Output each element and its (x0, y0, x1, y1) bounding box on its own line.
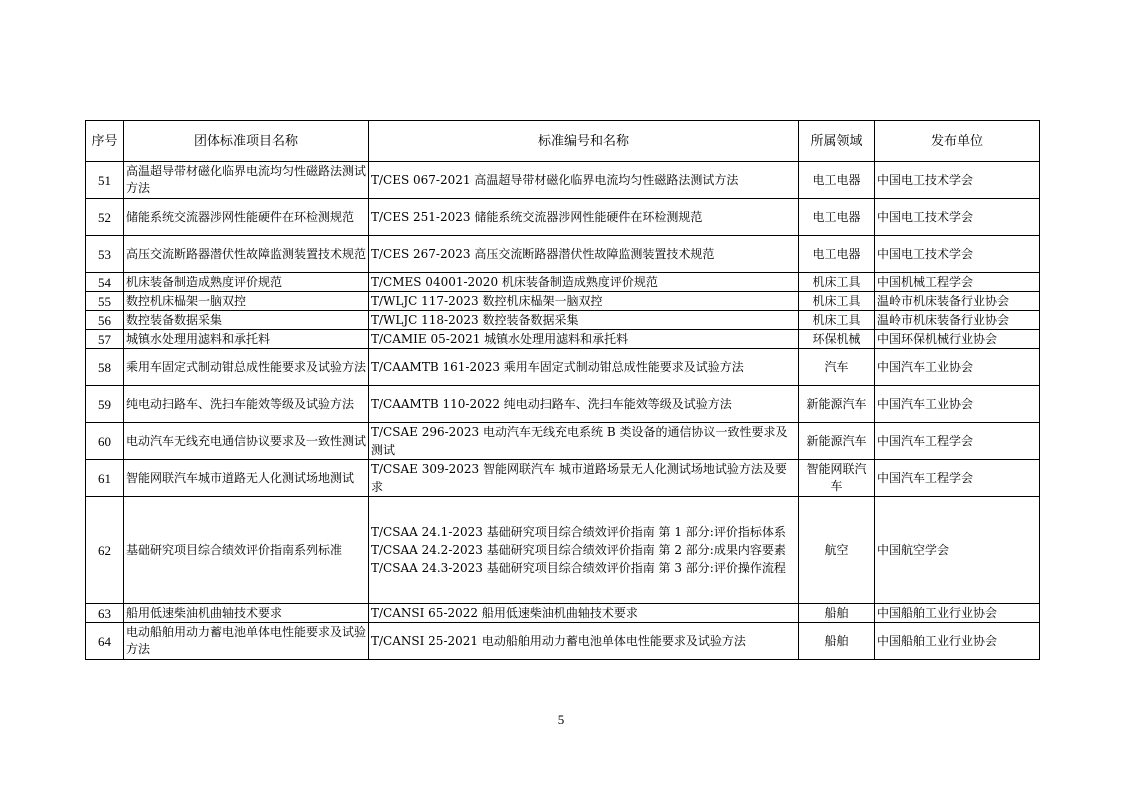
table-row (86, 236, 1040, 273)
row-standards (369, 273, 799, 292)
header-publisher: 发布单位 (875, 121, 1040, 162)
standard-entry: T/CAMIE 05-2021 城镇水处理用滤料和承托料 (371, 332, 629, 346)
standard-entry: T/CAAMTB 161-2023 乘用车固定式制动钳总成性能要求及试验方法 (371, 360, 744, 374)
standard-entry: T/CANSI 65-2022 船用低速柴油机曲轴技术要求 (371, 606, 638, 620)
row-publisher: 温岭市机床装备行业协会 (875, 311, 1040, 330)
row-publisher: 中国环保机械行业协会 (875, 330, 1040, 349)
row-domain: 机床工具 (799, 292, 875, 311)
row-domain: 船舶 (799, 604, 875, 623)
standards-table (85, 120, 1040, 660)
row-seq: 52 (86, 199, 124, 236)
row-publisher: 中国电工技术学会 (875, 199, 1040, 236)
row-publisher: 中国汽车工业协会 (875, 349, 1040, 386)
row-domain: 环保机械 (799, 330, 875, 349)
standard-entry: T/CAAMTB 110-2022 纯电动扫路车、洗扫车能效等级及试验方法 (371, 397, 732, 411)
row-standards (369, 386, 799, 423)
row-project-name: 纯电动扫路车、洗扫车能效等级及试验方法 (124, 386, 369, 423)
standard-entry: T/CMES 04001-2020 机床装备制造成熟度评价规范 (371, 275, 658, 289)
row-domain: 船舶 (799, 623, 875, 660)
row-standards (369, 311, 799, 330)
row-project-name: 机床装备制造成熟度评价规范 (124, 273, 369, 292)
row-seq: 53 (86, 236, 124, 273)
standard-entry: T/WLJC 117-2023 数控机床榀架一脑双控 (371, 294, 603, 308)
row-project-name: 城镇水处理用滤料和承托料 (124, 330, 369, 349)
row-publisher: 中国机械工程学会 (875, 273, 1040, 292)
table-row (86, 497, 1040, 604)
row-publisher: 中国汽车工业协会 (875, 386, 1040, 423)
row-domain: 机床工具 (799, 311, 875, 330)
row-seq: 55 (86, 292, 124, 311)
row-standards (369, 497, 799, 604)
header-standard-code-name: 标准编号和名称 (369, 121, 799, 162)
table-row (86, 162, 1040, 199)
table-row (86, 311, 1040, 330)
row-domain: 汽车 (799, 349, 875, 386)
standard-entry: T/CSAA 24.2-2023 基础研究项目综合绩效评价指南 第 2 部分:成果内容要素 (371, 543, 786, 557)
row-project-name: 高温超导带材磁化临界电流均匀性磁路法测试方法 (124, 162, 369, 199)
header-seq: 序号 (86, 121, 124, 162)
table-row (86, 460, 1040, 497)
table-header-row (86, 121, 1040, 162)
row-standards (369, 330, 799, 349)
row-project-name: 基础研究项目综合绩效评价指南系列标准 (124, 497, 369, 604)
row-standards (369, 292, 799, 311)
row-project-name: 数控装备数据采集 (124, 311, 369, 330)
row-seq: 61 (86, 460, 124, 497)
row-seq: 56 (86, 311, 124, 330)
row-seq: 51 (86, 162, 124, 199)
row-domain: 航空 (799, 497, 875, 604)
row-seq: 58 (86, 349, 124, 386)
standard-entry: T/CES 251-2023 储能系统交流器涉网性能硬件在环检测规范 (371, 210, 703, 224)
table-row (86, 292, 1040, 311)
standard-entry: T/CSAA 24.3-2023 基础研究项目综合绩效评价指南 第 3 部分:评价操作流程 (371, 561, 786, 575)
table-row (86, 623, 1040, 660)
row-domain: 电工电器 (799, 199, 875, 236)
row-standards (369, 236, 799, 273)
table-row (86, 199, 1040, 236)
row-standards (369, 349, 799, 386)
row-seq: 62 (86, 497, 124, 604)
standard-entry: T/CSAA 24.1-2023 基础研究项目综合绩效评价指南 第 1 部分:评价指标体系 (371, 525, 786, 539)
table-row (86, 386, 1040, 423)
row-domain: 电工电器 (799, 162, 875, 199)
row-standards (369, 423, 799, 460)
row-project-name: 乘用车固定式制动钳总成性能要求及试验方法 (124, 349, 369, 386)
row-publisher: 中国汽车工程学会 (875, 460, 1040, 497)
row-domain: 电工电器 (799, 236, 875, 273)
row-publisher: 中国船舶工业行业协会 (875, 623, 1040, 660)
standard-entry: T/CES 067-2021 高温超导带材磁化临界电流均匀性磁路法测试方法 (371, 173, 739, 187)
row-standards (369, 460, 799, 497)
row-standards (369, 199, 799, 236)
row-project-name: 智能网联汽车城市道路无人化测试场地测试 (124, 460, 369, 497)
row-standards (369, 604, 799, 623)
standard-entry: T/WLJC 118-2023 数控装备数据采集 (371, 313, 579, 327)
row-seq: 63 (86, 604, 124, 623)
row-seq: 57 (86, 330, 124, 349)
row-standards (369, 162, 799, 199)
row-project-name: 电动船舶用动力蓄电池单体电性能要求及试验方法 (124, 623, 369, 660)
page-number: 5 (557, 712, 565, 727)
row-publisher: 中国电工技术学会 (875, 236, 1040, 273)
standard-entry: T/CES 267-2023 高压交流断路器潜伏性故障监测装置技术规范 (371, 247, 715, 261)
row-domain: 新能源汽车 (799, 386, 875, 423)
table-row (86, 273, 1040, 292)
table-row (86, 423, 1040, 460)
standard-entry: T/CSAE 296-2023 电动汽车无线充电系统 B 类设备的通信协议一致性要求及测试 (371, 425, 788, 457)
row-seq: 64 (86, 623, 124, 660)
row-project-name: 高压交流断路器潜伏性故障监测装置技术规范 (124, 236, 369, 273)
header-domain: 所属领域 (799, 121, 875, 162)
standard-entry: T/CSAE 309-2023 智能网联汽车 城市道路场景无人化测试场地试验方法及要求 (371, 462, 787, 494)
row-seq: 60 (86, 423, 124, 460)
row-seq: 59 (86, 386, 124, 423)
table-row (86, 349, 1040, 386)
row-standards (369, 623, 799, 660)
row-publisher: 中国船舶工业行业协会 (875, 604, 1040, 623)
row-publisher: 中国航空学会 (875, 497, 1040, 604)
row-publisher: 中国汽车工程学会 (875, 423, 1040, 460)
standard-entry: T/CANSI 25-2021 电动船舶用动力蓄电池单体电性能要求及试验方法 (371, 634, 746, 648)
row-project-name: 电动汽车无线充电通信协议要求及一致性测试 (124, 423, 369, 460)
row-project-name: 数控机床榀架一脑双控 (124, 292, 369, 311)
header-project-name: 团体标准项目名称 (124, 121, 369, 162)
row-publisher: 中国电工技术学会 (875, 162, 1040, 199)
table-row (86, 604, 1040, 623)
row-domain: 智能网联汽车 (799, 460, 875, 497)
row-project-name: 储能系统交流器涉网性能硬件在环检测规范 (124, 199, 369, 236)
row-domain: 机床工具 (799, 273, 875, 292)
row-domain: 新能源汽车 (799, 423, 875, 460)
row-publisher: 温岭市机床装备行业协会 (875, 292, 1040, 311)
row-seq: 54 (86, 273, 124, 292)
table-row (86, 330, 1040, 349)
row-project-name: 船用低速柴油机曲轴技术要求 (124, 604, 369, 623)
